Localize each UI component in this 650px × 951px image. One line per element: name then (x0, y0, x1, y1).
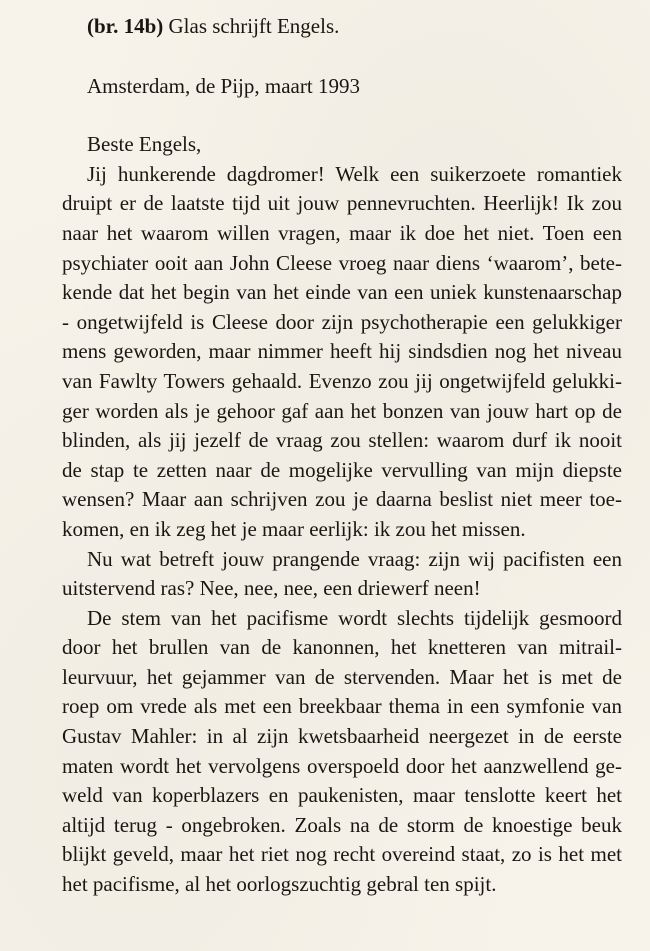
paragraph-line: maten wordt het vervolgens overspoeld door het aanzwellend ge- (62, 753, 622, 778)
paragraph-line: psychiater ooit aan John Cleese vroeg naar diens ‘waarom’, bete- (62, 250, 622, 275)
paragraph-line: Jij hunkerende dagdromer! Welk een suikerzoete romantiek (87, 161, 622, 186)
paragraph-line: mens geworden, maar nimmer heeft hij sindsdien nog het niveau (62, 339, 622, 364)
spacer (62, 101, 622, 130)
paragraph-line: Gustav Mahler: in al zijn kwetsbaarheid neergezet in de eerste (62, 724, 622, 749)
paragraph-line: kende dat het begin van het einde van een uniek kunstenaarschap (62, 280, 622, 305)
paragraph-line: van Fawlty Towers gehaald. Evenzo zou jij ongetwijfeld gelukki- (62, 368, 622, 393)
letter-text (62, 12, 622, 900)
letter-title: Glas schrijft Engels. (168, 14, 340, 38)
salutation: Beste Engels, (87, 132, 202, 157)
paragraph-line: leurvuur, het gejammer van de stervenden. Maar het is met de (62, 664, 622, 689)
paragraph-2 (62, 545, 622, 604)
paragraph-line: door het brullen van de kanonnen, het knetteren van mitrail- (62, 635, 622, 660)
paragraph-line: roep om vrede als met een breekbaar thema in een symfonie van (62, 694, 622, 719)
paragraph-line: naar het waarom willen vragen, maar ik doe het niet. Toen een (62, 220, 622, 245)
paragraph-line: blijkt geveld, maar het riet nog recht overeind staat, zo is het met (62, 842, 622, 867)
paragraph-line: het pacifisme, al het oorlogszuchtig gebral ten spijt. (62, 872, 497, 897)
paragraph-line: wensen? Maar aan schrijven zou je daarna beslist niet meer toe- (62, 487, 622, 512)
paragraph-line: - ongetwijfeld is Cleese door zijn psychotherapie een gelukkiger (62, 309, 622, 334)
paragraph-line: ger worden als je gehoor gaf aan het bonzen van jouw hart op de (62, 398, 622, 423)
paragraph-3 (62, 604, 622, 900)
paragraph-line: blinden, als jij jezelf de vraag zou stellen: waarom durf ik nooit (62, 428, 622, 453)
spacer (62, 42, 622, 72)
paragraph-line: altijd terug - ongebroken. Zoals na de storm de knoestige beuk (62, 812, 622, 837)
paragraph-line: druipt er de laatste tijd uit jouw pennevruchten. Heerlijk! Ik zou (62, 191, 622, 216)
paragraph-line: De stem van het pacifisme wordt slechts tijdelijk gesmoord (87, 605, 622, 630)
paragraph-line: uitstervend ras? Nee, nee, nee, een driewerf neen! (62, 576, 481, 601)
paragraph-line: Nu wat betreft jouw prangende vraag: zijn wij pacifisten een (87, 546, 622, 571)
letter-heading (62, 12, 622, 42)
paragraph-line: weld van koperblazers en paukenisten, maar tenslotte keert het (62, 783, 622, 808)
paragraph-line: de stap te zetten naar de mogelijke vervulling van mijn diepste (62, 457, 622, 482)
paragraph-line: komen, en ik zeg het je maar eerlijk: ik zou het missen. (62, 516, 526, 541)
dateline: Amsterdam, de Pijp, maart 1993 (87, 73, 360, 98)
letter-number: (br. 14b) (87, 14, 164, 38)
paragraph-1 (62, 160, 622, 545)
